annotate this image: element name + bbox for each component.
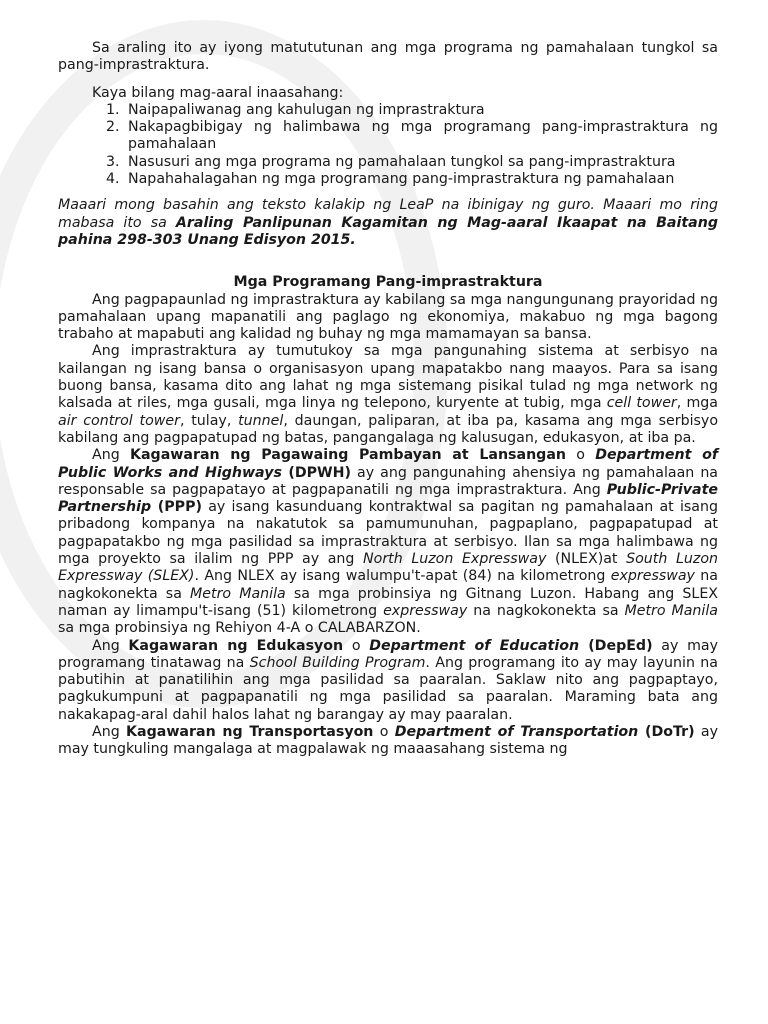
objectives-prompt: Kaya bilang mag-aaral inaasahang: <box>92 84 344 101</box>
reading-note: Maaari mong basahin ang teksto kalakip ng LeaP na ibinigay ng guro. Maaari mo ring mabasa ito sa Araling Panlipunan Kagamitan ng Mag-aaral Ikaapat na Baitang pahina 298-303 Unang Edisyon 2015. <box>58 197 718 248</box>
objective-item: 3. Nasusuri ang mga programa ng pamahalaan tungkol sa pang-imprastraktura <box>124 154 718 171</box>
section-heading: Mga Programang Pang-imprastraktura <box>233 274 543 291</box>
paragraph-definition: Ang imprastraktura ay tumutukoy sa mga pangunahing sistema at serbisyo na kailangan ng isang bansa o organisasyon upang mapatakbo nang maayos. Para sa isang buong bansa, kasama dito ang lahat ng mga sistemang pisikal tulad ng mga network ng kalsada at riles, mga gusali, mga linya ng telepono, kuryente at tubig, mga cell tower, mga air control tower, tulay, tunnel, daungan, paliparan, at iba pa, kasama ang mga serbisyo kabilang ang pagpapatupad ng batas, pangangalaga ng kalusugan, edukasyon, at iba pa. <box>58 343 718 446</box>
paragraph-dotr: Ang Kagawaran ng Transportasyon o Department of Transportation (DoTr) ay may tungkuling mangalaga at magpalawak ng maaasahang sistema ng <box>58 723 719 758</box>
objective-item: 4. Napahahalagahan ng mga programang pang-imprastraktura ng pamahalaan <box>124 171 718 188</box>
objective-item: 2. Nakapagbibigay ng halimbawa ng mga programang pang-imprastraktura ng pamahalaan <box>124 119 718 154</box>
objectives-list <box>58 102 718 188</box>
paragraph-deped: Ang Kagawaran ng Edukasyon o Department of Education (DepEd) ay may programang tinatawag na School Building Program. Ang programang ito ay may layunin na pabutihin at panatilihin ang mga pasilidad sa paaralan. Saklaw nito ang pagpaptayo, pagkukumpuni at pagpapanatili ng mga pasilidad sa paaralan. Maraming bata ang nakakapag-aral dahil halos lahat ng barangay ay may paaralan. <box>58 637 718 723</box>
paragraph-priority: Ang pagpapaunlad ng imprastraktura ay kabilang sa mga nangungunang prayoridad ng pamahalaan upang mapanatili ang paglago ng ekonomiya, makabuo ng mga bagong trabaho at mapabuti ang kalidad ng buhay ng mga mamamayan sa bansa. <box>58 291 718 343</box>
paragraph-dpwh: Ang Kagawaran ng Pagawaing Pambayan at Lansangan o Department of Public Works and Highways (DPWH) ay ang pangunahing ahensiya ng pamahalaan na responsable sa pagpapatayo at pagpapanatili ng mga imprastraktura. Ang Public-Private Partnership (PPP) ay isang kasunduang kontraktwal sa pagitan ng pamahalaan at isang pribadong kompanya na nakatutok sa pamumunuhan, pagpaplano, pagpapatupad at pagpapatakbo ng mga pasilidad sa imprastraktura at serbisyo. Ilan sa mga halimbawa ng mga proyekto sa ilalim ng PPP ay ang North Luzon Expressway (NLEX)at South Luzon Expressway (SLEX). Ang NLEX ay isang walumpu't-apat (84) na kilometrong expressway na nagkokonekta sa Metro Manila sa mga probinsiya ng Gitnang Luzon. Habang ang SLEX naman ay limampu't-isang (51) kilometrong expressway na nagkokonekta sa Metro Manila sa mga probinsiya ng Rehiyon 4-A o CALABARZON. <box>58 447 719 637</box>
document-page <box>58 40 718 759</box>
objective-item: 1. Naipapaliwanag ang kahulugan ng imprastraktura <box>124 102 718 119</box>
intro-paragraph: Sa araling ito ay iyong matututunan ang mga programa ng pamahalaan tungkol sa pang-imprastraktura. <box>58 40 718 74</box>
